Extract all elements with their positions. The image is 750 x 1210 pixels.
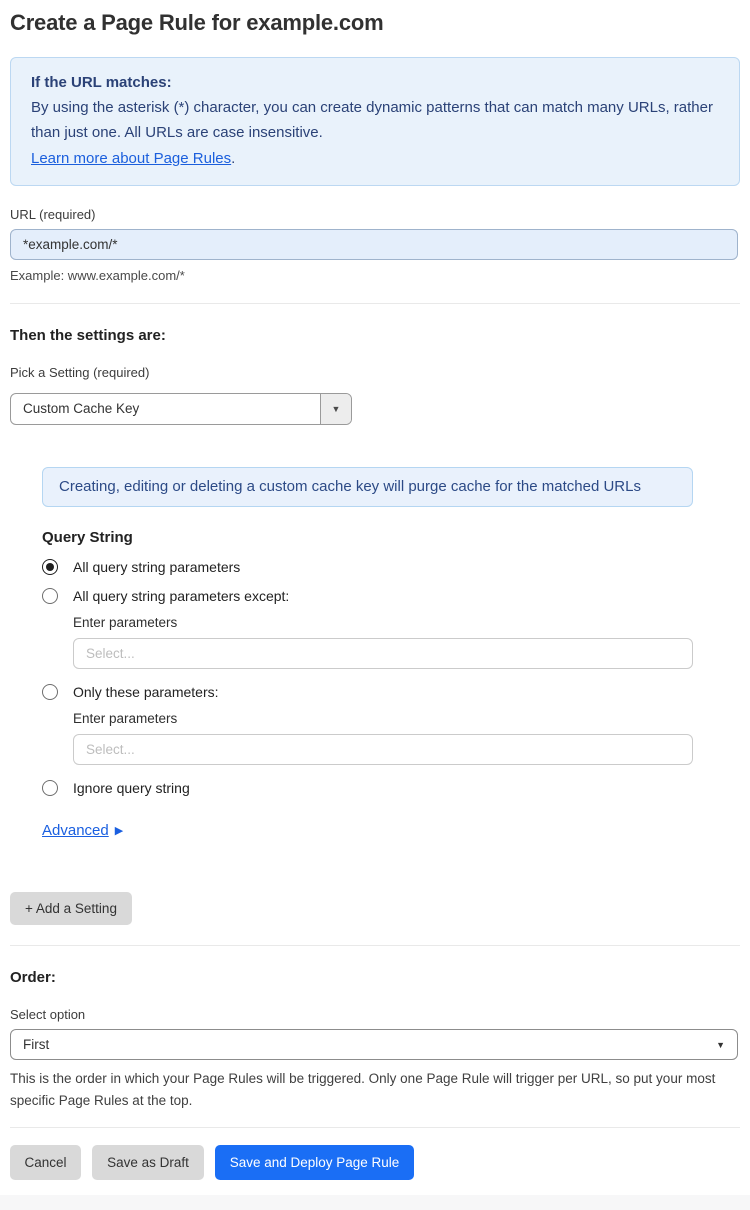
- custom-cache-key-panel: [42, 467, 740, 840]
- page-title: Create a Page Rule for example.com: [10, 10, 384, 35]
- radio-option-ignore-query-string[interactable]: [42, 780, 740, 796]
- radio-label: All query string parameters: [73, 559, 241, 575]
- cancel-button[interactable]: Cancel: [10, 1145, 81, 1180]
- modal-bottom-edge: [0, 1195, 750, 1210]
- radio-button[interactable]: [42, 780, 58, 796]
- pick-setting-label: Pick a Setting (required): [10, 364, 150, 380]
- only-these-sub-section: [73, 711, 740, 765]
- order-heading: Order:: [10, 969, 56, 986]
- enter-parameters-label: Enter parameters: [73, 711, 178, 726]
- order-select-label: Select option: [10, 1007, 86, 1022]
- chevron-down-icon: ▼: [716, 1039, 725, 1050]
- cache-purge-notice: Creating, editing or deleting a custom cache key will purge cache for the matched URLs: [42, 467, 693, 507]
- order-select-dropdown[interactable]: [10, 1029, 738, 1060]
- url-match-info-box: [10, 57, 740, 186]
- url-field-label: URL (required): [10, 206, 96, 222]
- dropdown-arrow-button[interactable]: [320, 394, 351, 424]
- order-help-text: This is the order in which your Page Rules will be triggered. Only one Page Rule will trigger per URL, so put your most specific Page Rules at the top.: [10, 1071, 716, 1108]
- only-parameters-input[interactable]: [73, 734, 693, 765]
- chevron-down-icon: ▼: [331, 403, 341, 414]
- radio-button-selected[interactable]: [42, 559, 58, 575]
- link-period: .: [231, 149, 236, 167]
- enter-parameters-label: Enter parameters: [73, 615, 178, 630]
- radio-button[interactable]: [42, 684, 58, 700]
- settings-heading: Then the settings are:: [10, 326, 166, 344]
- advanced-toggle-link[interactable]: [42, 822, 123, 839]
- section-divider: [10, 945, 740, 946]
- query-string-heading: Query String: [42, 529, 133, 546]
- radio-option-all-params[interactable]: [42, 559, 740, 575]
- info-box-heading: If the URL matches:: [31, 74, 172, 91]
- info-link-line: [31, 146, 719, 171]
- footer-divider: [10, 1127, 740, 1128]
- all-except-sub-section: [73, 615, 740, 669]
- footer-actions: [10, 1145, 740, 1180]
- radio-button[interactable]: [42, 588, 58, 604]
- info-box-body: By using the asterisk (*) character, you can create dynamic patterns that can match many URLs, rather than just one. All URLs are case insensitive.: [31, 99, 713, 142]
- order-select-value: First: [23, 1037, 50, 1052]
- radio-label: All query string parameters except:: [73, 588, 290, 604]
- advanced-link-label: Advanced: [42, 822, 109, 839]
- radio-option-only-these[interactable]: [42, 684, 740, 700]
- add-setting-button[interactable]: + Add a Setting: [10, 892, 132, 925]
- section-divider: [10, 303, 740, 304]
- caret-right-icon: ▶: [114, 825, 124, 837]
- radio-label: Ignore query string: [73, 780, 190, 796]
- radio-label: Only these parameters:: [73, 684, 219, 700]
- url-input[interactable]: [10, 229, 738, 260]
- setting-picker-dropdown[interactable]: [10, 393, 352, 425]
- url-example-hint: Example: www.example.com/*: [10, 267, 185, 283]
- save-and-deploy-button[interactable]: Save and Deploy Page Rule: [215, 1145, 414, 1180]
- setting-picker-value: Custom Cache Key: [23, 401, 140, 417]
- save-as-draft-button[interactable]: Save as Draft: [92, 1145, 204, 1180]
- learn-more-link[interactable]: Learn more about Page Rules: [31, 149, 232, 167]
- radio-option-all-except[interactable]: [42, 588, 740, 604]
- except-parameters-input[interactable]: [73, 638, 693, 669]
